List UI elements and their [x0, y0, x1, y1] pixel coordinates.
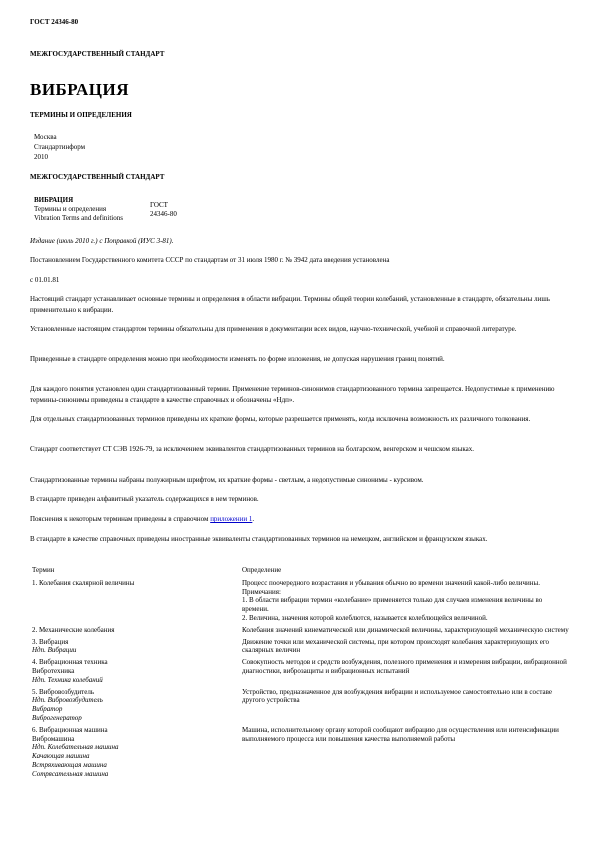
definition: Процесс поочередного возрастания и убывания обычно во времени значений какой-либо величины. [242, 578, 540, 587]
term-synonym: Сотрясательная машина [32, 769, 109, 778]
table-row [30, 726, 570, 779]
definition: Машина, исполнительному органу которой сообщают вибрацию для осуществления или интенсификации выполняемого процесса или повышения качества выполняемой работы [242, 725, 559, 743]
definition: Движение точки или механической системы, при котором происходят колебания характеризующих его скалярных величин [242, 637, 550, 655]
title-block-en: Vibration Terms and definitions [34, 214, 123, 222]
term-short: Вибромашина [32, 734, 75, 743]
term-synonym: Ндп. Техника колебаний [32, 675, 103, 684]
title-block-name: ВИБРАЦИЯ [34, 196, 74, 204]
paragraph: Приведенные в стандарте определения можно при необходимости изменять по форме изложения, не допуская нарушения границ понятий. [30, 355, 445, 363]
paragraph: Для каждого понятия установлен один стандартизованный термин. Применение терминов-синонимов стандартизованного термина запрещается. Недопустимые к применению термины-синонимы приведены в стандарте в качестве справочных и обозначены «Ндп». [30, 385, 555, 404]
definition: Устройство, предназначенное для возбуждения вибрации и используемое самостоятельно или в составе другого устройства [242, 687, 552, 705]
page-title: ВИБРАЦИЯ [30, 80, 130, 99]
paragraph: Установленные настоящим стандартом термины обязательны для применения в документации всех видов, научно-технической, учебной и справочной литературе. [30, 325, 517, 333]
paragraph: Стандартизованные термины набраны полужирным шрифтом, их краткие формы - светлым, а недопустимые синонимы - курсивом. [30, 476, 424, 484]
term-synonym: Встряхивающая машина [32, 760, 107, 769]
term-synonym: Ндп. Вибрации [32, 646, 77, 655]
table-row [30, 638, 570, 656]
terms-table [30, 566, 570, 779]
term: 4. Вибрационная техника [32, 658, 108, 667]
appendix-text-after: . [252, 515, 255, 523]
appendix-paragraph [30, 514, 570, 525]
term-synonym: Вибратор [32, 705, 63, 714]
title-block-gost-number: 24346-80 [150, 210, 177, 218]
term: 2. Механические колебания [32, 625, 115, 634]
term-short: Вибротехника [32, 666, 75, 675]
title-block-gost-label: ГОСТ [150, 201, 168, 209]
note: 2. Величина, значения которой колеблются, называется колеблющейся величиной. [242, 613, 488, 622]
interstate-standard-label-2: МЕЖГОСУДАРСТВЕННЫЙ СТАНДАРТ [30, 173, 165, 181]
definition: Колебания значений кинематической или динамической величины, характеризующей механическую систему [242, 625, 569, 634]
table-row [30, 626, 570, 635]
table-row [30, 658, 570, 684]
interstate-standard-label: МЕЖГОСУДАРСТВЕННЫЙ СТАНДАРТ [30, 50, 165, 58]
term: 1. Колебания скалярной величины [32, 578, 135, 587]
term-synonym: Виброгенератор [32, 713, 82, 722]
edition-note: Издание (июль 2010 г.) с Поправкой (ИУС 3-81). [30, 237, 174, 245]
note: 1. В области вибрации термин «колебание» применяется только для случаев изменения величины во времени. [242, 596, 543, 614]
term-synonym: Качающая машина [32, 752, 90, 761]
column-header-definition: Определение [242, 566, 282, 574]
year: 2010 [34, 153, 48, 161]
decree-text: Постановлением Государственного комитета СССР по стандартам от 31 июля 1980 г. № 3942 дата введения установлена [30, 256, 390, 264]
effective-date: с 01.01.81 [30, 276, 60, 284]
paragraph: В стандарте в качестве справочных приведены иностранные эквиваленты стандартизованных терминов на немецком, английском и французском языках. [30, 535, 488, 543]
paragraph: В стандарте приведен алфавитный указатель содержащихся в нем терминов. [30, 495, 259, 503]
term: 3. Вибрация [32, 637, 69, 646]
paragraph: Стандарт соответствует СТ СЭВ 1926-79, за исключением эквивалентов стандартизованных терминов на болгарском, венгерском и чешском языках. [30, 445, 475, 453]
title-block-ru: Термины и определения [34, 205, 107, 213]
table-row [30, 579, 570, 623]
appendix-text-before: Пояснения к некоторым терминам приведены в справочном [30, 515, 211, 523]
term: 6. Вибрационная машина [32, 725, 108, 734]
term: 5. Вибровозбудитель [32, 687, 95, 696]
page-subtitle: ТЕРМИНЫ И ОПРЕДЕЛЕНИЯ [30, 111, 132, 119]
paragraph: Настоящий стандарт устанавливает основные термины и определения в области вибрации. Термины общей теории колебаний, установленные в стандарте, обязательны лишь применительно к вибрации. [30, 295, 550, 314]
column-header-term: Термин [32, 566, 55, 574]
city: Москва [34, 133, 57, 141]
term-synonym: Ндп. Колебательная машина [32, 743, 119, 752]
paragraph: Для отдельных стандартизованных терминов приведены их краткие формы, которые разрешается применять, когда исключена возможность их различного толкования. [30, 415, 531, 423]
table-header [30, 566, 570, 575]
publisher: Стандартинформ [34, 143, 86, 151]
table-row [30, 688, 570, 723]
appendix-link[interactable]: приложении 1 [210, 515, 253, 523]
gost-number: ГОСТ 24346-80 [30, 18, 79, 26]
notes-title: Примечания: [242, 587, 281, 596]
term-synonym: Ндп. Вибровозбудитель [32, 696, 103, 705]
definition: Совокупность методов и средств возбуждения, полезного применения и измерения вибрации, вибрационной диагностики, виброзащиты и вибрационных испытаний [242, 658, 567, 675]
